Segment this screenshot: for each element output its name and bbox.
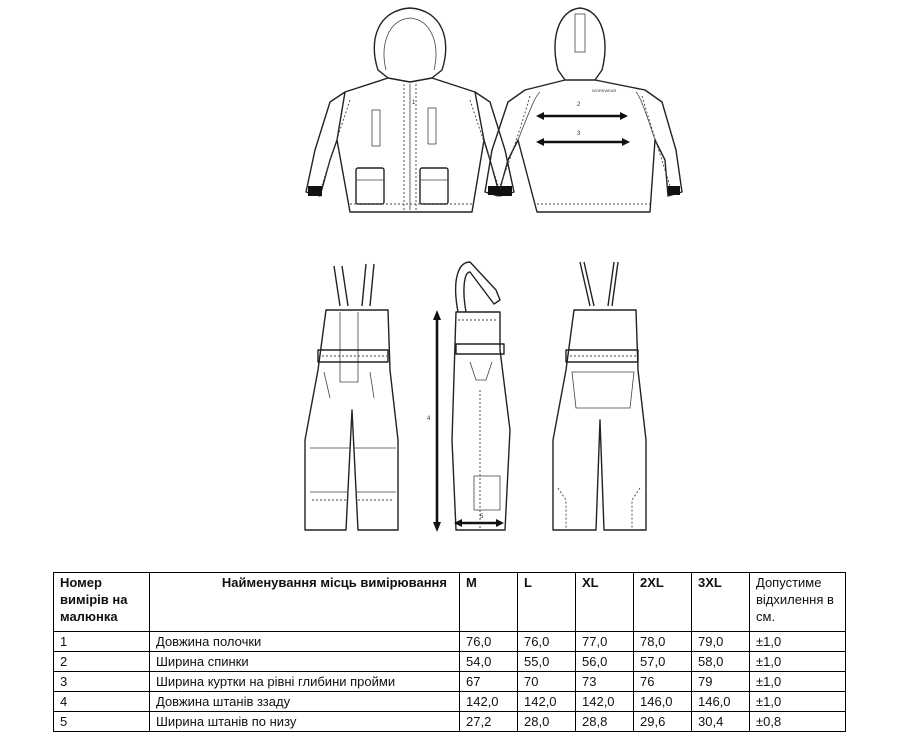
row-number: 5	[54, 712, 150, 732]
row-number: 3	[54, 672, 150, 692]
table-row	[54, 672, 846, 692]
row-tolerance: ±0,8	[750, 712, 846, 732]
row-name: Ширина спинки	[150, 652, 460, 672]
header-size-2xl: 2XL	[634, 573, 692, 632]
row-tolerance: ±1,0	[750, 692, 846, 712]
row-value: 55,0	[518, 652, 576, 672]
row-value: 78,0	[634, 632, 692, 652]
row-value: 70	[518, 672, 576, 692]
header-deviation: Допустиме відхилення в см.	[750, 573, 846, 632]
header-size-xl: XL	[576, 573, 634, 632]
row-value: 146,0	[692, 692, 750, 712]
row-value: 73	[576, 672, 634, 692]
row-number: 4	[54, 692, 150, 712]
row-value: 57,0	[634, 652, 692, 672]
table-row	[54, 712, 846, 732]
row-name: Довжина полочки	[150, 632, 460, 652]
jacket-back-drawing	[485, 8, 682, 212]
row-value: 142,0	[576, 692, 634, 712]
row-number: 2	[54, 652, 150, 672]
header-name: Найменування місць вимірювання	[150, 573, 460, 632]
row-value: 77,0	[576, 632, 634, 652]
marker-3: 3	[577, 131, 581, 137]
header-size-3xl: 3XL	[692, 573, 750, 632]
row-value: 30,4	[692, 712, 750, 732]
row-number: 1	[54, 632, 150, 652]
row-value: 142,0	[460, 692, 518, 712]
svg-text:WORKWEAR: WORKWEAR	[592, 88, 617, 93]
row-tolerance: ±1,0	[750, 672, 846, 692]
row-value: 67	[460, 672, 518, 692]
row-value: 79	[692, 672, 750, 692]
overalls-back-drawing	[553, 262, 646, 530]
row-tolerance: ±1,0	[750, 632, 846, 652]
row-value: 76,0	[518, 632, 576, 652]
table-row	[54, 632, 846, 652]
overalls-front-drawing	[305, 264, 398, 530]
row-value: 58,0	[692, 652, 750, 672]
row-value: 142,0	[518, 692, 576, 712]
header-number: Номер вимірів на малюнка	[54, 573, 150, 632]
jacket-front-drawing	[306, 8, 514, 212]
row-value: 29,6	[634, 712, 692, 732]
row-value: 27,2	[460, 712, 518, 732]
table-row	[54, 692, 846, 712]
table-row	[54, 652, 846, 672]
row-name: Ширина куртки на рівні глибини пройми	[150, 672, 460, 692]
table-header-row	[54, 573, 846, 632]
row-value: 28,0	[518, 712, 576, 732]
row-value: 76	[634, 672, 692, 692]
row-value: 54,0	[460, 652, 518, 672]
row-value: 76,0	[460, 632, 518, 652]
row-value: 56,0	[576, 652, 634, 672]
marker-5: 5	[480, 514, 484, 520]
marker-4: 4	[427, 416, 431, 422]
header-size-m: M	[460, 573, 518, 632]
marker-2: 2	[577, 102, 581, 108]
row-name: Довжина штанів ззаду	[150, 692, 460, 712]
overalls-side-drawing	[427, 262, 510, 532]
row-value: 28,8	[576, 712, 634, 732]
row-value: 79,0	[692, 632, 750, 652]
row-value: 146,0	[634, 692, 692, 712]
row-name: Ширина штанів по низу	[150, 712, 460, 732]
header-size-l: L	[518, 573, 576, 632]
row-tolerance: ±1,0	[750, 652, 846, 672]
marker-1: 1	[412, 100, 416, 106]
size-table	[53, 572, 846, 732]
